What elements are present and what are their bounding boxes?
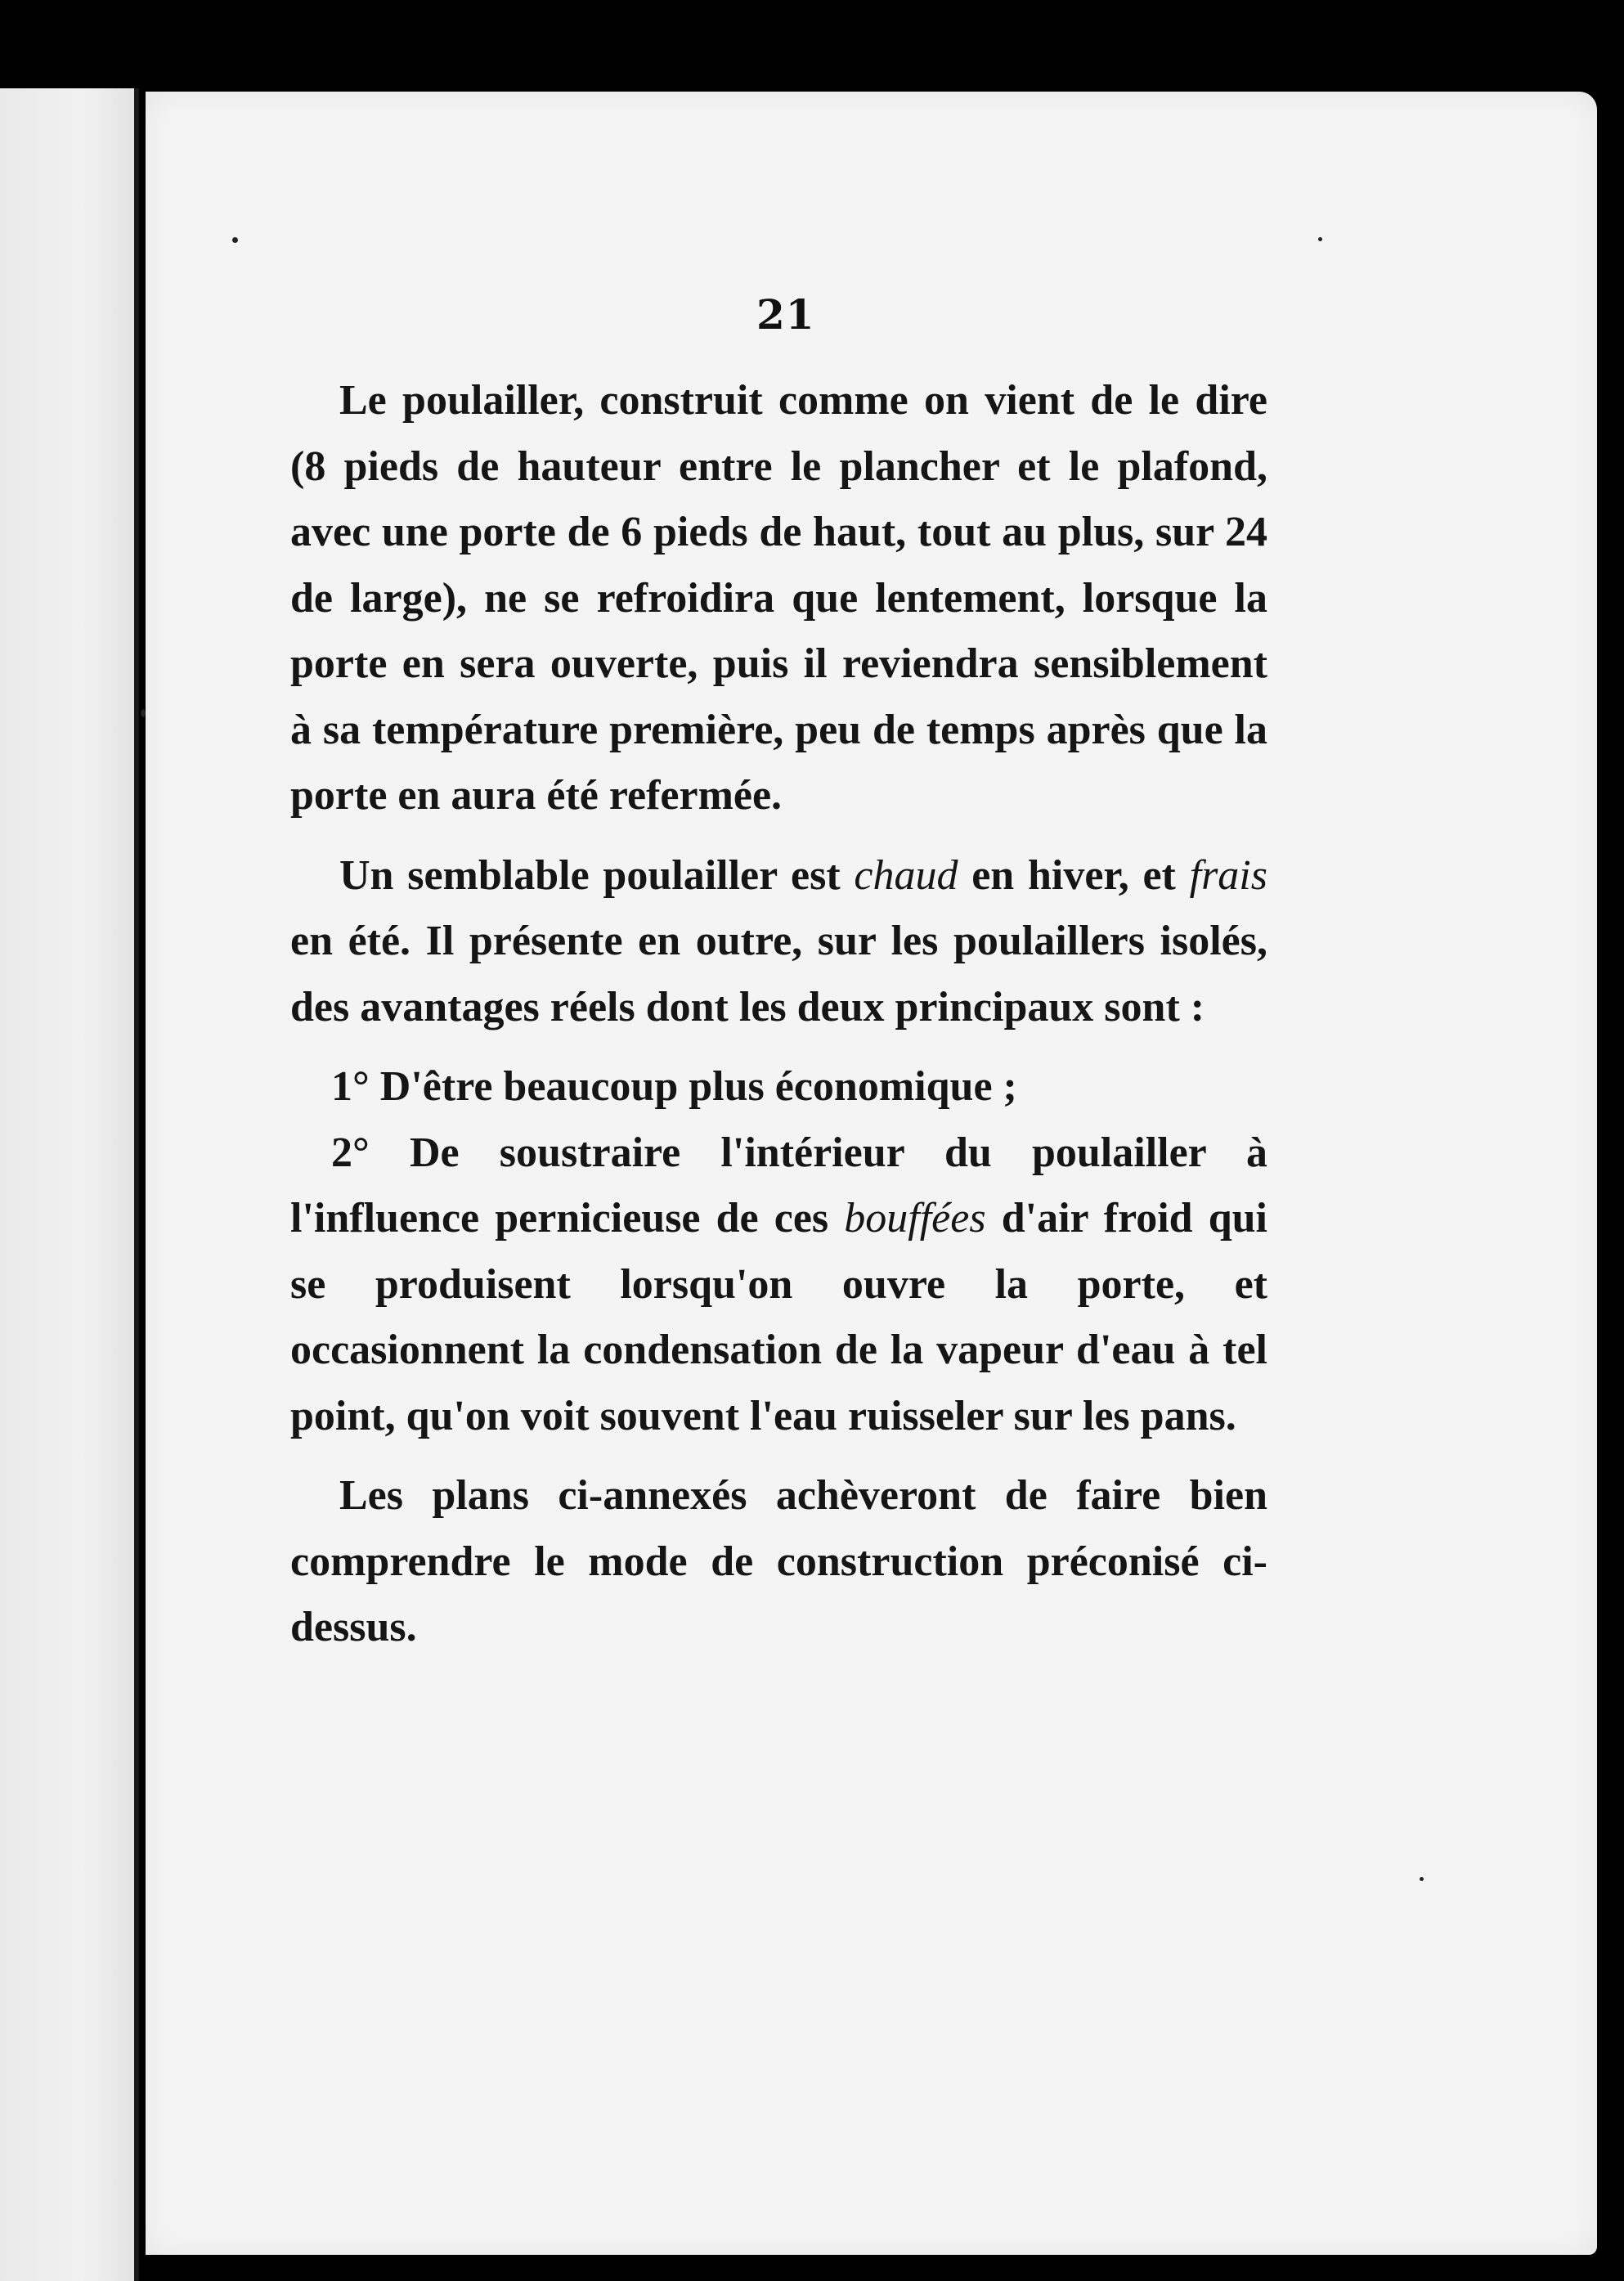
- italic-chaud: chaud: [854, 851, 958, 899]
- page-number: 21: [756, 290, 815, 339]
- list-item-1-text: 1° D'être beaucoup plus économique ;: [331, 1063, 1017, 1110]
- list-item-2-text-b: d'air froid qui se produisent lorsqu'on ouvre la porte, et occasionnent la condensation de la vapeur d'eau à tel point, qu'on voit souvent l'eau ruisseler sur les pans.: [290, 1195, 1267, 1439]
- list-item-2: [290, 1120, 1267, 1450]
- paragraph-5: [290, 1463, 1267, 1661]
- paragraph-2-text-a: Un semblable poulailler est: [339, 851, 855, 899]
- dust-speck: [1420, 1877, 1424, 1881]
- body-text: [290, 368, 1267, 1675]
- dust-speck: [232, 237, 238, 243]
- facing-page-edge: [0, 88, 139, 2281]
- list-item-1: [290, 1054, 1267, 1120]
- paragraph-5-text: Les plans ci-annexés achèveront de faire bien comprendre le mode de construction préconisé ci-dessus.: [290, 1472, 1267, 1650]
- paragraph-1-text: Le poulailler, construit comme on vient de le dire (8 pieds de hauteur entre le plancher et le plafond, avec une porte de 6 pieds de haut, tout au plus, sur 24 de large), ne se refroidira que lentement, lorsque la porte en sera ouverte, puis il reviendra sensiblement à sa température première, peu de temps après que la porte en aura été refermée.: [290, 377, 1267, 819]
- italic-bouffees: bouffées: [844, 1195, 986, 1242]
- paragraph-2: [290, 843, 1267, 1041]
- paragraph-2-text-b: en hiver, et: [958, 851, 1190, 899]
- paragraph-1: [290, 368, 1267, 829]
- dust-speck: [1318, 237, 1322, 241]
- italic-frais: frais: [1189, 851, 1267, 899]
- dust-speck: [141, 709, 146, 717]
- paragraph-2-text-c: en été. Il présente en outre, sur les poulaillers isolés, des avantages réels dont les deux principaux sont :: [290, 918, 1267, 1030]
- list-item-2-text-a: 2° De soustraire l'intérieur du poulailler à l'influence pernicieuse de ces: [290, 1129, 1267, 1242]
